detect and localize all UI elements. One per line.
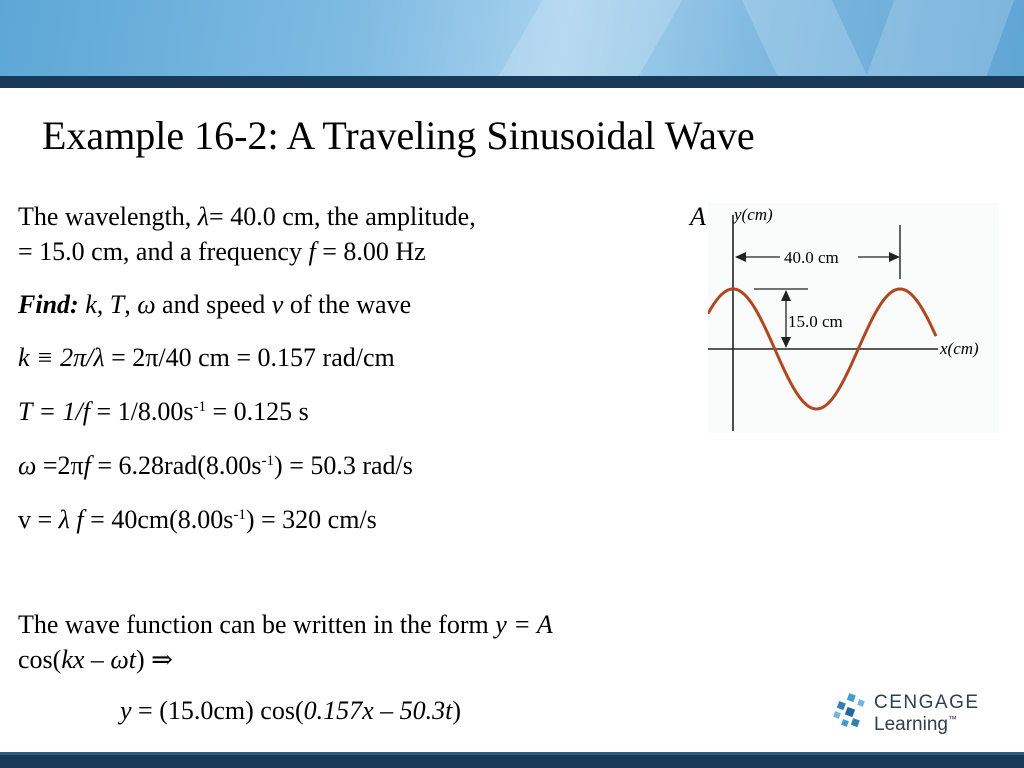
wave-function-line-1: The wave function can be written in the form y = A — [18, 610, 553, 639]
top-banner — [0, 0, 1024, 78]
wave-figure — [708, 203, 999, 433]
find-line: Find: k, T, ω and speed v of the wave — [18, 290, 412, 319]
omega-equation: $\omega =2\pi f = 6.28rad(8.00s^{-1}) = 50.3$ rad/s — [18, 451, 413, 480]
wavelength-label: 40.0 cm — [784, 248, 839, 267]
cengage-learning-logo — [832, 688, 982, 738]
header-rule — [0, 76, 1024, 88]
wave-function-line-2: cos(kx – ωt) ⇒ — [18, 645, 173, 674]
slide-title: Example 16-2: A Traveling Sinusoidal Wave — [42, 113, 755, 158]
wave-diagram — [708, 203, 999, 433]
x-axis-label: x(cm) — [940, 339, 979, 358]
amplitude-label: 15.0 cm — [788, 312, 843, 331]
final-wave-equation: y = (15.0cm) cos(0.157x – 50.3t) — [120, 696, 462, 725]
logo-wordmark-cengage: CENGAGE — [874, 692, 980, 713]
speed-equation: v = λ $f = 40cm(8.00s^{-1}) = 320$ cm/s — [18, 505, 377, 534]
given-line-1: The wavelength, λ= 40.0 cm, the amplitude, — [18, 202, 476, 231]
given-amplitude-symbol: A — [690, 202, 706, 231]
cengage-mark-icon — [832, 692, 872, 732]
wavelength-arrowhead-right — [889, 252, 900, 262]
k-equation: k ≡ 2π/λ = 2π/40 cm = 0.157 rad/cm — [18, 343, 395, 372]
period-equation: $T = 1/f = 1/8.00s^{-1} = 0.125$ s — [18, 397, 309, 426]
y-axis-label: y(cm) — [734, 205, 773, 224]
footer-bar — [0, 752, 1024, 768]
wavelength-arrowhead-left — [735, 252, 746, 262]
given-line-2: = 15.0 cm, and a frequency f = 8.00 Hz — [18, 237, 426, 266]
logo-wordmark-learning: Learning™ — [874, 714, 957, 735]
